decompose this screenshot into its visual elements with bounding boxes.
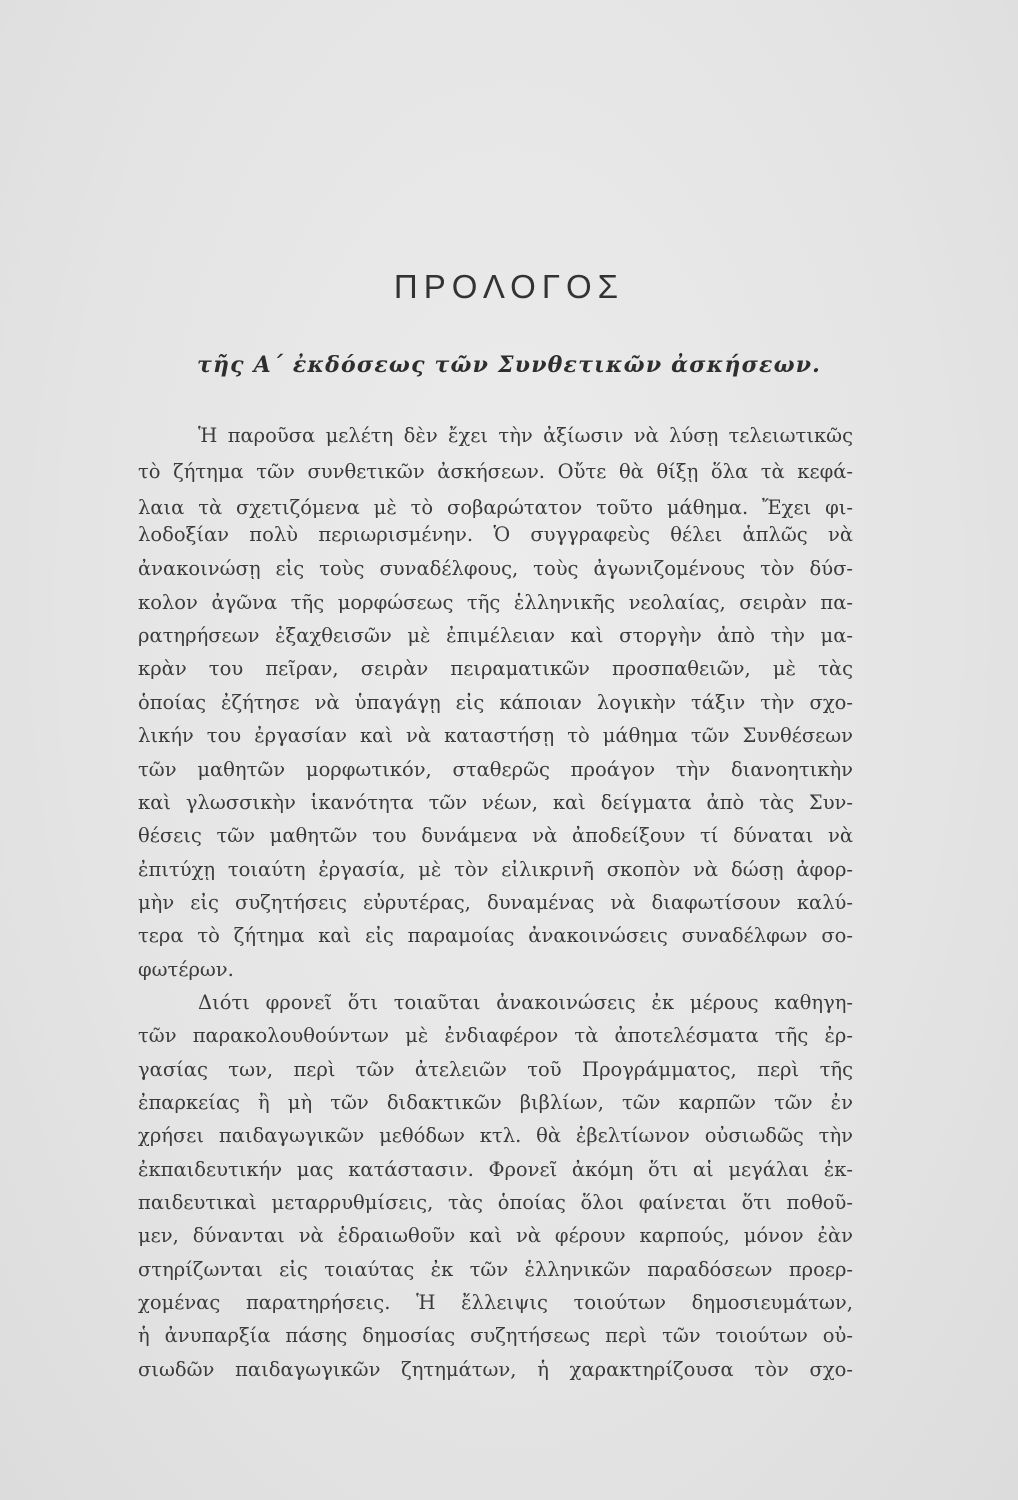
text-line: μὴν εἰς συζητήσεις εὐρυτέρας, δυναμένας νὰ διαφωτίσουν καλύ-	[138, 891, 853, 914]
text-line: φωτέρων.	[138, 958, 234, 981]
text-line: ἐκπαιδευτικήν μας κατάστασιν. Φρονεῖ ἀκόμη ὅτι αἱ μεγάλαι ἐκ-	[138, 1158, 853, 1181]
text-line: σιωδῶν παιδαγωγικῶν ζητημάτων, ἡ χαρακτηρίζουσα τὸν σχο-	[138, 1358, 853, 1381]
text-line: θέσεις τῶν μαθητῶν του δυνάμενα νὰ ἀποδείξουν τί δύναται νὰ	[138, 824, 853, 847]
text-line: τῶν παρακολουθούντων μὲ ἐνδιαφέρον τὰ ἀποτελέσματα τῆς ἐρ-	[138, 1024, 853, 1047]
text-line: γασίας των, περὶ τῶν ἀτελειῶν τοῦ Προγράμματος, περὶ τῆς	[138, 1058, 853, 1081]
text-line: ἐπιτύχῃ τοιαύτη ἐργασία, μὲ τὸν εἰλικρινῆ σκοπὸν νὰ δώσῃ ἀφορ-	[138, 858, 853, 881]
text-line: Διότι φρονεῖ ὅτι τοιαῦται ἀνακοινώσεις ἐκ μέρους καθηγη-	[198, 991, 853, 1014]
text-line: κολον ἀγῶνα τῆς μορφώσεως τῆς ἑλληνικῆς νεολαίας, σειρὰν πα-	[138, 591, 853, 614]
text-line: λοδοξίαν πολὺ περιωρισμένην. Ὁ συγγραφεὺς θέλει ἁπλῶς νὰ	[138, 523, 853, 546]
text-line: χομένας παρατηρήσεις. Ἡ ἔλλειψις τοιούτων δημοσιευμάτων,	[138, 1291, 853, 1314]
text-line: ἡ ἀνυπαρξία πάσης δημοσίας συζητήσεως περὶ τῶν τοιούτων οὐ-	[138, 1324, 853, 1347]
text-line: κρὰν του πεῖραν, σειρὰν πειραματικῶν προσπαθειῶν, μὲ τὰς	[138, 657, 853, 680]
text-line: τὸ ζήτημα τῶν συνθετικῶν ἀσκήσεων. Οὔτε θὰ θίξῃ ὅλα τὰ κεφά-	[138, 460, 853, 483]
text-line: παιδευτικαὶ μεταρρυθμίσεις, τὰς ὁποίας ὅλοι φαίνεται ὅτι ποθοῦ-	[138, 1191, 853, 1214]
text-line: στηρίζωνται εἰς τοιαύτας ἐκ τῶν ἑλληνικῶν παραδόσεων προερ-	[138, 1258, 853, 1281]
page-subtitle: τῆς Α΄ ἐκδόσεως τῶν Συνθετικῶν ἀσκήσεων.	[196, 352, 822, 378]
text-line: ἐπαρκείας ἢ μὴ τῶν διδακτικῶν βιβλίων, τῶν καρπῶν τῶν ἐν	[138, 1091, 853, 1114]
text-line: τερα τὸ ζήτημα καὶ εἰς παραμοίας ἀνακοινώσεις συναδέλφων σο-	[138, 924, 853, 947]
text-line: χρήσει παιδαγωγικῶν μεθόδων κτλ. θὰ ἐβελτίωνον οὐσιωδῶς τὴν	[138, 1124, 853, 1147]
page-title: ΠΡΟΛΟΓΟΣ	[393, 268, 625, 305]
text-line: λαια τὰ σχετιζόμενα μὲ τὸ σοβαρώτατον τοῦτο μάθημα. Ἔχει φι-	[138, 496, 853, 519]
text-line: ρατηρήσεων ἐξαχθεισῶν μὲ ἐπιμέλειαν καὶ στοργὴν ἀπὸ τὴν μα-	[138, 624, 853, 647]
text-line: τῶν μαθητῶν μορφωτικόν, σταθερῶς προάγον τὴν διανοητικὴν	[138, 758, 853, 781]
text-line: ὁποίας ἐζήτησε νὰ ὑπαγάγῃ εἰς κάποιαν λογικὴν τάξιν τὴν σχο-	[138, 691, 853, 714]
text-line: καὶ γλωσσικὴν ἱκανότητα τῶν νέων, καὶ δείγματα ἀπὸ τὰς Συν-	[138, 791, 853, 814]
text-line: μεν, δύνανται νὰ ἑδραιωθοῦν καὶ νὰ φέρουν καρπούς, μόνον ἐὰν	[138, 1224, 853, 1247]
text-line: λικήν του ἐργασίαν καὶ νὰ καταστήσῃ τὸ μάθημα τῶν Συνθέσεων	[138, 724, 853, 747]
text-line: ἀνακοινώσῃ εἰς τοὺς συναδέλφους, τοὺς ἀγωνιζομένους τὸν δύσ-	[138, 557, 853, 580]
text-line: Ἡ παροῦσα μελέτη δὲν ἔχει τὴν ἀξίωσιν νὰ λύσῃ τελειωτικῶς	[198, 424, 853, 447]
